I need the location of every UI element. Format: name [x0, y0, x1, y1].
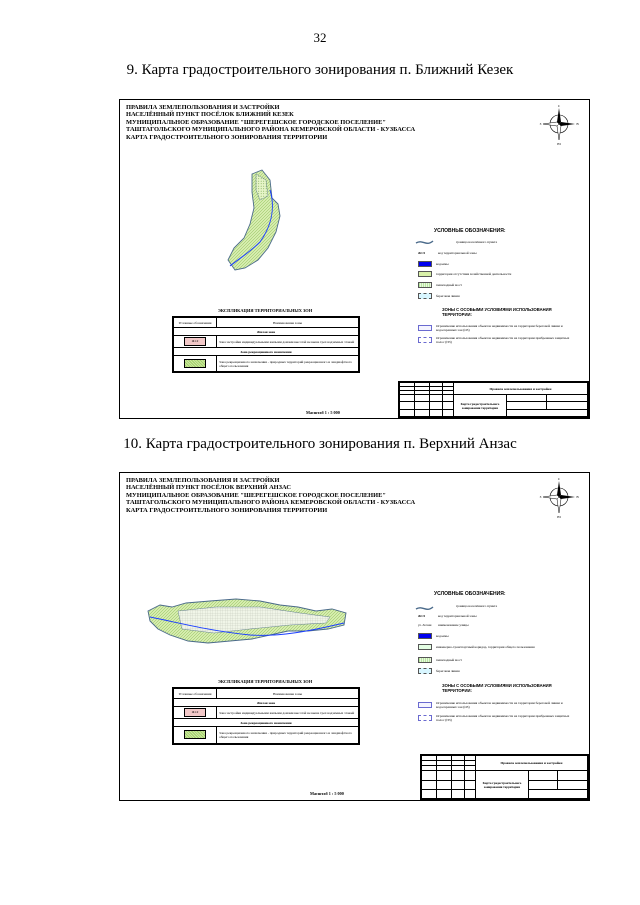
legend-boundary-line-2	[416, 607, 433, 609]
title-block-2	[420, 754, 589, 800]
stamp-title: Правила землепользования и застройки	[476, 756, 588, 771]
compass-west: З	[539, 122, 542, 126]
expl-head: Условные обозначения	[174, 318, 217, 328]
legend-item: пешеходный мост	[418, 657, 462, 663]
compass-south: Ю	[557, 515, 561, 519]
legend-title-1: УСЛОВНЫЕ ОБОЗНАЧЕНИЯ:	[434, 228, 506, 234]
legend-title-2: УСЛОВНЫЕ ОБОЗНАЧЕНИЯ:	[434, 591, 506, 597]
header-line: МУНИЦИПАЛЬНОЕ ОБРАЗОВАНИЕ "ШЕРЕГЕШСКОЕ ГОРОДСКОЕ ПОСЕЛЕНИЕ"	[126, 118, 386, 126]
header-line: ПРАВИЛА ЗЕМЛЕПОЛЬЗОВАНИЯ И ЗАСТРОЙКИ	[126, 104, 280, 111]
legend-item: инженерно-транспортный коридор, территория общего пользования	[418, 644, 578, 650]
expl-table-2	[172, 687, 360, 745]
zone-code: Ж1.9	[184, 708, 206, 717]
compass-west: З	[539, 495, 542, 499]
special-zone-item: Ограничение использования объектов недвижимости на территории береговой линии и водоохранных зон (ОЗ)	[418, 701, 578, 709]
stamp-subtitle: Карта градостроительного зонирования территории	[476, 771, 529, 799]
compass-east: В	[576, 122, 579, 126]
header-line: НАСЕЛЁННЫЙ ПУНКТ ПОСЁЛОК БЛИЖНИЙ КЕЗЕК	[126, 111, 294, 119]
header-line: НАСЕЛЁННЫЙ ПУНКТ ПОСЁЛОК ВЕРХНИЙ АНЗАС	[126, 484, 291, 492]
header-line: ТАШТАГОЛЬСКОГО МУНИЦИПАЛЬНОГО РАЙОНА КЕМЕРОВСКОЙ ОБЛАСТИ - КУЗБАССА	[126, 499, 416, 507]
legend-item: Ж1.9 код территориальной зоны	[418, 251, 477, 255]
legend-item: территория отсутствия хозяйственной деятельности	[418, 271, 511, 277]
legend-item: водоемы	[418, 261, 449, 267]
zone-name: Зона застройки индивидуальными жилыми домами высотой не выше трех надземных этажей	[217, 336, 359, 348]
compass-east: В	[576, 495, 579, 499]
map-sheet-2	[119, 472, 590, 801]
zone-name: Зона рекреационного назначения - природных территорий рекреационного и ландшафтного общего пользования	[217, 356, 359, 372]
expl-head: Условные обозначения	[174, 689, 217, 699]
zone-name: Зона застройки индивидуальными жилыми домами высотой не выше трех надземных этажей	[217, 707, 359, 719]
expl-title-1: ЭКСПЛИКАЦИЯ ТЕРРИТОРИАЛЬНЫХ ЗОН	[217, 308, 313, 313]
special-zone-item: Ограничение использования объектов недвижимости на территории береговой линии и водоохранных зон (ОЗ)	[418, 324, 578, 332]
legend-item: Ж1.9 код территориальной зоны	[418, 614, 477, 618]
page-number: 32	[313, 30, 327, 45]
expl-group: Жилая зона	[174, 328, 359, 336]
legend-item: граница населённого пункта	[456, 604, 498, 608]
expl-table-1	[172, 316, 360, 373]
scale-label-1: Масштаб 1 : 5 000	[306, 410, 340, 415]
legend-item: береговая линия	[418, 668, 460, 674]
scale-label-2: Масштаб 1 : 5 000	[310, 791, 344, 796]
expl-title-2: ЭКСПЛИКАЦИЯ ТЕРРИТОРИАЛЬНЫХ ЗОН	[217, 679, 313, 684]
special-zone-item: Ограничение использования объектов недвижимости на территории прибрежных защитных полос (ПЗ)	[418, 336, 578, 344]
zone-code-swatch	[184, 359, 206, 368]
stamp-title: Правила землепользования и застройки	[454, 383, 588, 395]
header-line: ПРАВИЛА ЗЕМЛЕПОЛЬЗОВАНИЯ И ЗАСТРОЙКИ	[126, 477, 280, 484]
compass-south: Ю	[557, 142, 561, 146]
map-territory-2	[120, 473, 590, 801]
legend-item: ул. Лесная наименование улицы	[418, 623, 469, 627]
zone-code: Ж1.9	[184, 337, 206, 346]
legend-item: водоемы	[418, 633, 449, 639]
title-block-1	[398, 381, 589, 418]
legend-item: граница населённого пункта	[456, 240, 498, 244]
expl-group: Зона рекреационного назначения	[174, 719, 359, 727]
expl-head: Наименование зоны	[217, 318, 359, 328]
compass-north: С	[557, 104, 561, 108]
expl-group: Зона рекреационного назначения	[174, 348, 359, 356]
map-caption-1: 9. Карта градостроительного зонирования п. Ближний Кезек	[126, 62, 514, 78]
compass-north: С	[557, 477, 561, 481]
header-line: МУНИЦИПАЛЬНОЕ ОБРАЗОВАНИЕ "ШЕРЕГЕШСКОЕ ГОРОДСКОЕ ПОСЕЛЕНИЕ"	[126, 491, 386, 499]
header-line: КАРТА ГРАДОСТРОИТЕЛЬНОГО ЗОНИРОВАНИЯ ТЕРРИТОРИИ	[126, 133, 328, 141]
special-zones-title-1: ЗОНЫ С ОСОБЫМИ УСЛОВИЯМИ ИСПОЛЬЗОВАНИЯ ТЕРРИТОРИИ:	[442, 307, 552, 317]
legend-item: пешеходный мост	[418, 282, 462, 288]
header-line: ТАШТАГОЛЬСКОГО МУНИЦИПАЛЬНОГО РАЙОНА КЕМЕРОВСКОЙ ОБЛАСТИ - КУЗБАССА	[126, 126, 416, 134]
expl-head: Наименование зоны	[217, 689, 359, 699]
zone-name: Зона рекреационного назначения - природных территорий рекреационного и ландшафтного общего пользования	[217, 727, 359, 744]
special-zone-item: Ограничение использования объектов недвижимости на территории прибрежных защитных полос (ПЗ)	[418, 714, 578, 722]
header-line: КАРТА ГРАДОСТРОИТЕЛЬНОГО ЗОНИРОВАНИЯ ТЕРРИТОРИИ	[126, 506, 328, 514]
expl-group: Жилая зона	[174, 699, 359, 707]
map-caption-2: 10. Карта градостроительного зонирования п. Верхний Анзас	[123, 436, 517, 452]
map-sheet-1	[119, 99, 590, 419]
special-zones-title-2: ЗОНЫ С ОСОБЫМИ УСЛОВИЯМИ ИСПОЛЬЗОВАНИЯ ТЕРРИТОРИИ:	[442, 683, 552, 693]
legend-item: береговая линия	[418, 293, 460, 299]
stamp-subtitle: Карта градостроительного зонирования территории	[454, 395, 507, 417]
zone-code-swatch	[184, 730, 206, 739]
